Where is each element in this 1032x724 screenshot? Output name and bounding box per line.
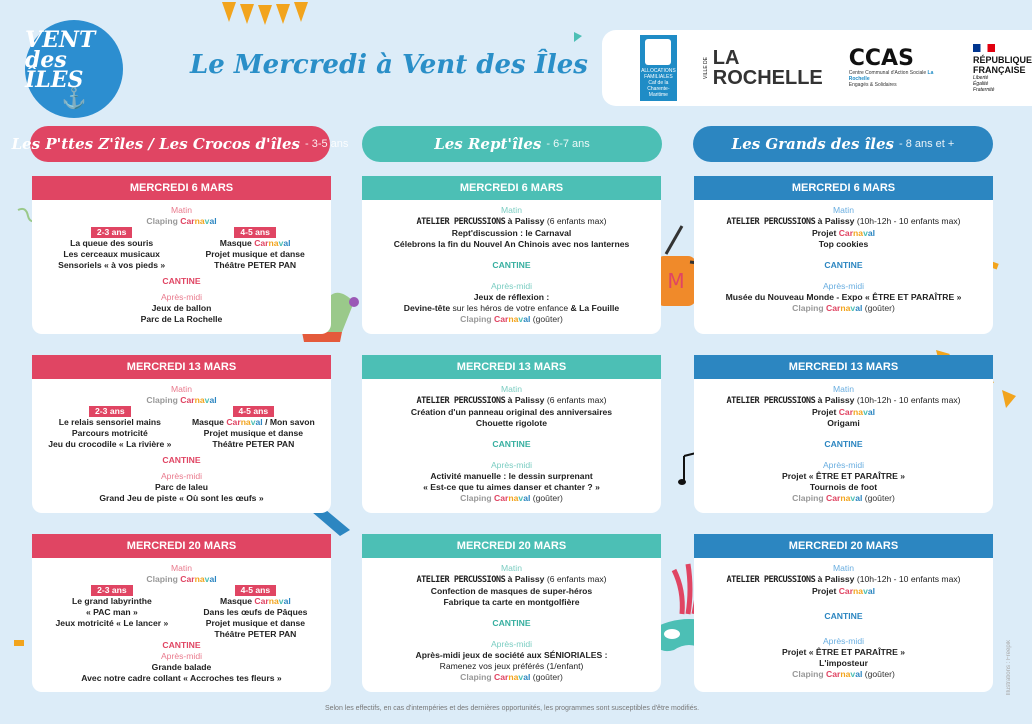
carnaval-part: al: [523, 672, 531, 682]
carnaval-part: v: [850, 303, 856, 313]
activity: La queue des souris: [70, 238, 154, 248]
carnaval-part: al: [283, 596, 291, 606]
carnaval-part: v: [204, 395, 210, 405]
carnaval-part: na: [194, 216, 205, 226]
period-matin: Matin: [500, 205, 522, 215]
palissy-text: à Palissy: [817, 216, 855, 226]
carnaval-part: Car: [494, 672, 509, 682]
palissy-text: à Palissy: [817, 395, 855, 405]
carnaval-part: Car: [826, 669, 841, 679]
atelier-line: [700, 395, 987, 407]
activity: Parc de La Rochelle: [140, 314, 223, 324]
claping-text: Claping: [146, 574, 178, 584]
max-text: (10h-12h - 10 enfants max): [856, 574, 961, 584]
card-c3-w1: [694, 176, 993, 334]
period-apres-midi: Après-midi: [822, 281, 865, 291]
card-date: MERCREDI 20 MARS: [362, 534, 661, 558]
caf-logo-text: ALLOCATIONS FAMILIALES Caf de la Charente-Maritime: [641, 68, 676, 98]
carnaval-part: al: [283, 238, 291, 248]
carnaval-part: Car: [838, 228, 854, 238]
footer-note: Selon les effectifs, en cas d'intempéries et des dernières opportunités, les programmes sont susceptibles d'être modifiés.: [324, 705, 700, 712]
cantine-label: CANTINE: [824, 439, 863, 449]
cantine-label: CANTINE: [824, 611, 863, 621]
cantine-label: CANTINE: [492, 618, 531, 628]
age-tag: 2-3 ans: [89, 406, 131, 417]
group-age: - 3-5 ans: [305, 138, 349, 150]
activity: Dans les œufs de Pâques: [203, 607, 308, 617]
carnaval-part: v: [250, 417, 256, 427]
card-c2-w1: [362, 176, 661, 334]
carnaval-part: al: [209, 574, 217, 584]
carnaval-part: v: [278, 596, 284, 606]
ville-small-text: VILLE DE: [702, 57, 709, 79]
carnaval-part: al: [209, 395, 217, 405]
claping-text: Claping: [792, 493, 824, 503]
activity: Après-midi jeux de société aux SÉNIORIALES :: [415, 650, 608, 660]
ccas-sub-left: Centre Communal d'Action Sociale: [848, 70, 927, 76]
activity-devine-tete: [368, 303, 655, 314]
claping-text: Claping: [792, 303, 824, 313]
group-age: - 8 ans et +: [899, 138, 955, 150]
carnaval-part: na: [853, 407, 864, 417]
carnaval-part: na: [853, 586, 864, 596]
atelier-line: [700, 574, 987, 586]
card-date: MERCREDI 13 MARS: [32, 355, 331, 379]
carnaval-part: na: [268, 238, 279, 248]
rf-motto3: Fraternité: [972, 86, 995, 93]
atelier-line: [368, 216, 655, 228]
projet-carnaval: [700, 407, 987, 418]
card-date: MERCREDI 20 MARS: [694, 534, 993, 558]
activity: Sensoriels « à vos pieds »: [58, 260, 166, 270]
age-tag: 4-5 ans: [235, 585, 277, 596]
max-text: (10h-12h - 10 enfants max): [856, 395, 961, 405]
carnaval-part: Car: [254, 238, 269, 248]
masque-text: Masque: [191, 417, 224, 427]
age-tag: 2-3 ans: [91, 227, 133, 238]
card-c3-w2: [694, 355, 993, 513]
group-name: Les P'ttes Z'îles / Les Crocos d'îles: [11, 135, 300, 153]
cantine-label: CANTINE: [824, 260, 863, 270]
carnaval-part: na: [840, 493, 851, 503]
carnaval-part: v: [850, 493, 856, 503]
carnaval-part: Car: [838, 407, 854, 417]
carnaval-part: Car: [254, 596, 269, 606]
card-c1-w1: [32, 176, 331, 334]
carnaval-part: v: [518, 672, 524, 682]
age-tag: 4-5 ans: [234, 227, 276, 238]
carnaval-part: al: [855, 303, 863, 313]
gouter-text: (goûter): [864, 493, 895, 503]
ville-line1: LA: [712, 47, 740, 69]
claping-carnaval: [368, 314, 655, 325]
carnaval-part: v: [863, 228, 868, 238]
devine-tete-text: Devine-tête: [403, 303, 451, 313]
group-age: - 6-7 ans: [546, 138, 590, 150]
gouter-text: (goûter): [532, 314, 563, 324]
ville-la-rochelle-logo: [703, 48, 823, 88]
period-matin: Matin: [832, 205, 854, 215]
ccas-text: CCAS: [848, 46, 914, 71]
carnaval-part: Car: [826, 303, 841, 313]
projet-carnaval: [700, 586, 987, 597]
period-matin: Matin: [500, 563, 522, 573]
max-text: (6 enfants max): [546, 574, 607, 584]
activity: Célebrons la fin du Nouvel An Chinois avec nos lanternes: [393, 239, 630, 249]
claping-text: Claping: [146, 395, 178, 405]
period-matin: Matin: [170, 384, 192, 394]
claping-text: Claping: [146, 216, 178, 226]
group-pill-8-plus: [693, 126, 993, 162]
card-date: MERCREDI 13 MARS: [362, 355, 661, 379]
page-title: Le Mercredi à Vent des Îles: [190, 50, 588, 80]
period-matin: Matin: [832, 384, 854, 394]
rf-motto1: Liberté: [972, 74, 989, 81]
activity: L'imposteur: [819, 658, 868, 668]
claping-carnaval: [700, 493, 987, 504]
activity: Projet musique et danse: [203, 428, 304, 438]
ccas-sub-2: Engagés & Solidaires: [848, 82, 897, 88]
activity: Activité manuelle : le dessin surprenant: [430, 471, 593, 481]
activity: Jeux motricité « Le lancer »: [55, 618, 169, 628]
activity: Jeu du crocodile « La rivière »: [48, 439, 172, 449]
period-matin: Matin: [170, 563, 192, 573]
activity: Grand Jeu de piste « Où sont les œufs »: [99, 493, 264, 503]
period-apres-midi: Après-midi: [490, 639, 533, 649]
carnaval-part: v: [204, 216, 210, 226]
cantine-label: CANTINE: [162, 455, 201, 465]
activity: Top cookies: [818, 239, 869, 249]
caf-logo: [640, 35, 677, 101]
ville-line2: ROCHELLE: [712, 67, 823, 89]
cantine-label: CANTINE: [162, 276, 201, 286]
carnaval-part: na: [508, 493, 519, 503]
period-apres-midi: Après-midi: [160, 651, 203, 661]
activity: Parcours motricité: [71, 428, 148, 438]
activity-masque: [203, 596, 307, 607]
activity: Le relais sensoriel mains: [58, 417, 161, 427]
activity: Projet musique et danse: [205, 249, 305, 259]
cantine-label: CANTINE: [492, 260, 531, 270]
atelier-line: [700, 216, 987, 228]
carnaval-part: na: [240, 417, 251, 427]
carnaval-part: Car: [180, 216, 195, 226]
activity: Théâtre PETER PAN: [214, 629, 297, 639]
claping-text: Claping: [460, 493, 492, 503]
atelier-line: [368, 574, 655, 586]
atelier-text: ATELIER PERCUSSIONS: [416, 217, 506, 227]
group-pill-6-7: [362, 126, 662, 162]
atelier-text: ATELIER PERCUSSIONS: [726, 217, 816, 227]
masque-text: Masque: [220, 596, 253, 606]
card-c1-w2: [32, 355, 331, 513]
atelier-text: ATELIER PERCUSSIONS: [416, 396, 506, 406]
age-tag: 4-5 ans: [233, 406, 275, 417]
rf-motto2: Égalité: [972, 80, 989, 87]
claping-carnaval: [700, 669, 987, 680]
activity-masque: [192, 417, 315, 428]
carnaval-part: v: [278, 238, 284, 248]
claping-carnaval: [38, 395, 325, 406]
card-c2-w2: [362, 355, 661, 513]
activity: Rept'discussion : le Carnaval: [451, 228, 572, 238]
logo-text: VENT des ÎLES: [25, 27, 96, 93]
projet-carnaval: [700, 228, 987, 239]
carnaval-part: na: [840, 303, 851, 313]
carnaval-part: Car: [494, 314, 509, 324]
age-tag: 2-3 ans: [91, 585, 133, 596]
gouter-text: (goûter): [864, 303, 895, 313]
palissy-text: à Palissy: [507, 216, 545, 226]
carnaval-part: v: [518, 493, 524, 503]
card-c2-w3: [362, 534, 661, 692]
carnaval-part: v: [863, 407, 868, 417]
palissy-text: à Palissy: [507, 395, 545, 405]
carnaval-part: Car: [494, 493, 509, 503]
carnaval-part: Car: [226, 417, 241, 427]
period-matin: Matin: [832, 563, 854, 573]
card-date: MERCREDI 6 MARS: [362, 176, 661, 200]
activity: Parc de laleu: [154, 482, 209, 492]
carnaval-part: Car: [180, 395, 195, 405]
gouter-text: (goûter): [864, 669, 895, 679]
period-apres-midi: Après-midi: [822, 460, 865, 470]
projet-text: Projet: [811, 586, 837, 596]
claping-carnaval: [38, 216, 325, 227]
carnaval-part: al: [523, 493, 531, 503]
card-c3-w3: [694, 534, 993, 692]
atelier-text: ATELIER PERCUSSIONS: [726, 396, 816, 406]
activity: Confection de masques de super-héros: [430, 586, 593, 596]
carnaval-part: al: [855, 669, 863, 679]
flag-icon: [973, 44, 995, 52]
carnaval-part: al: [867, 586, 876, 596]
republique-francaise-logo: [973, 44, 1032, 93]
card-date: MERCREDI 20 MARS: [32, 534, 331, 558]
card-date: MERCREDI 13 MARS: [694, 355, 993, 379]
activity: Projet musique et danse: [205, 618, 306, 628]
illustration-credit: Illustrations : Freepik: [1006, 640, 1012, 696]
activity: Théâtre PETER PAN: [212, 439, 295, 449]
carnaval-part: al: [855, 493, 863, 503]
activity: Le grand labyrinthe: [72, 596, 152, 606]
carnaval-part: al: [209, 216, 217, 226]
ccas-sub-right: La Rochelle: [848, 70, 934, 82]
group-name: Les Rept'îles: [434, 135, 542, 153]
cantine-label: CANTINE: [162, 640, 201, 650]
carnaval-part: na: [840, 669, 851, 679]
carnaval-part: na: [194, 395, 205, 405]
activity: Projet « ÊTRE ET PARAÎTRE »: [781, 471, 906, 481]
cantine-label: CANTINE: [492, 439, 531, 449]
carnaval-part: Car: [180, 574, 195, 584]
claping-text: Claping: [460, 314, 492, 324]
rf-line2: FRANÇAISE: [972, 64, 1026, 75]
projet-text: Projet: [811, 228, 837, 238]
ccas-logo: [849, 48, 947, 88]
max-text: (6 enfants max): [546, 395, 607, 405]
carnaval-part: al: [867, 407, 876, 417]
max-text: (6 enfants max): [546, 216, 607, 226]
activity: Avec notre cadre collant « Accroches tes fleurs »: [81, 673, 282, 683]
atelier-line: [368, 395, 655, 407]
activity: « PAC man »: [85, 607, 138, 617]
period-apres-midi: Après-midi: [490, 281, 533, 291]
rf-line1: RÉPUBLIQUE: [972, 54, 1032, 65]
masque-text: Masque: [219, 238, 252, 248]
carnaval-part: al: [867, 228, 876, 238]
projet-text: Projet: [811, 407, 837, 417]
activity: Tournois de foot: [809, 482, 878, 492]
max-text: (10h-12h - 10 enfants max): [856, 216, 961, 226]
carnaval-part: na: [268, 596, 279, 606]
svg-text:M: M: [667, 269, 685, 293]
period-apres-midi: Après-midi: [490, 460, 533, 470]
claping-carnaval: [368, 672, 655, 683]
card-date: MERCREDI 6 MARS: [694, 176, 993, 200]
group-pill-3-5: [11, 126, 349, 162]
activity: Projet « ÊTRE ET PARAÎTRE »: [781, 647, 906, 657]
claping-text: Claping: [792, 669, 824, 679]
activity: Création d'un panneau original des anniversaires: [410, 407, 613, 417]
activity: Les cerceaux musicaux: [63, 249, 160, 259]
carnaval-part: v: [863, 586, 868, 596]
activity: Musée du Nouveau Monde - Expo « ÊTRE ET PARAÎTRE »: [725, 292, 962, 302]
activity: Théâtre PETER PAN: [214, 260, 297, 270]
activity: Ramenez vos jeux préférés (1/enfant): [439, 661, 584, 671]
partners-bar: [602, 30, 1032, 106]
carnaval-part: Car: [838, 586, 854, 596]
atelier-text: ATELIER PERCUSSIONS: [416, 575, 506, 585]
claping-text: Claping: [460, 672, 492, 682]
anchor-icon: ⚓: [61, 88, 87, 110]
claping-carnaval: [700, 303, 987, 314]
activity: Jeux de réflexion :: [473, 292, 550, 302]
activity: Fabrique ta carte en montgolfière: [443, 597, 580, 607]
vent-des-iles-logo: [25, 20, 123, 118]
activity: Chouette rigolote: [475, 418, 548, 428]
carnaval-part: al: [523, 314, 531, 324]
mon-savon-text: / Mon savon: [265, 417, 315, 427]
carnaval-part: v: [518, 314, 524, 324]
gouter-text: (goûter): [532, 672, 563, 682]
activity: Origami: [827, 418, 860, 428]
activity: « Est-ce que tu aimes danser et chanter ? »: [423, 482, 600, 492]
carnaval-part: Car: [826, 493, 841, 503]
period-matin: Matin: [500, 384, 522, 394]
devine-tete-desc: sur les héros de votre enfance: [452, 303, 569, 313]
period-apres-midi: Après-midi: [822, 636, 865, 646]
group-name: Les Grands des îles: [731, 135, 894, 153]
carnaval-part: na: [853, 228, 864, 238]
palissy-text: à Palissy: [817, 574, 855, 584]
period-apres-midi: Après-midi: [160, 292, 203, 302]
claping-carnaval: [38, 574, 325, 585]
carnaval-part: na: [508, 672, 519, 682]
activity-masque: [205, 238, 304, 249]
period-apres-midi: Après-midi: [160, 471, 203, 481]
gouter-text: (goûter): [532, 493, 563, 503]
card-date: MERCREDI 6 MARS: [32, 176, 331, 200]
palissy-text: à Palissy: [507, 574, 545, 584]
carnaval-part: na: [194, 574, 205, 584]
carnaval-part: v: [850, 669, 856, 679]
fouille-text: & La Fouille: [570, 303, 620, 313]
period-matin: Matin: [170, 205, 192, 215]
card-c1-w3: [32, 534, 331, 692]
activity: Jeux de ballon: [151, 303, 212, 313]
carnaval-part: al: [255, 417, 263, 427]
carnaval-part: v: [204, 574, 210, 584]
carnaval-part: na: [508, 314, 519, 324]
activity: Grande balade: [151, 662, 212, 672]
atelier-text: ATELIER PERCUSSIONS: [726, 575, 816, 585]
claping-carnaval: [368, 493, 655, 504]
